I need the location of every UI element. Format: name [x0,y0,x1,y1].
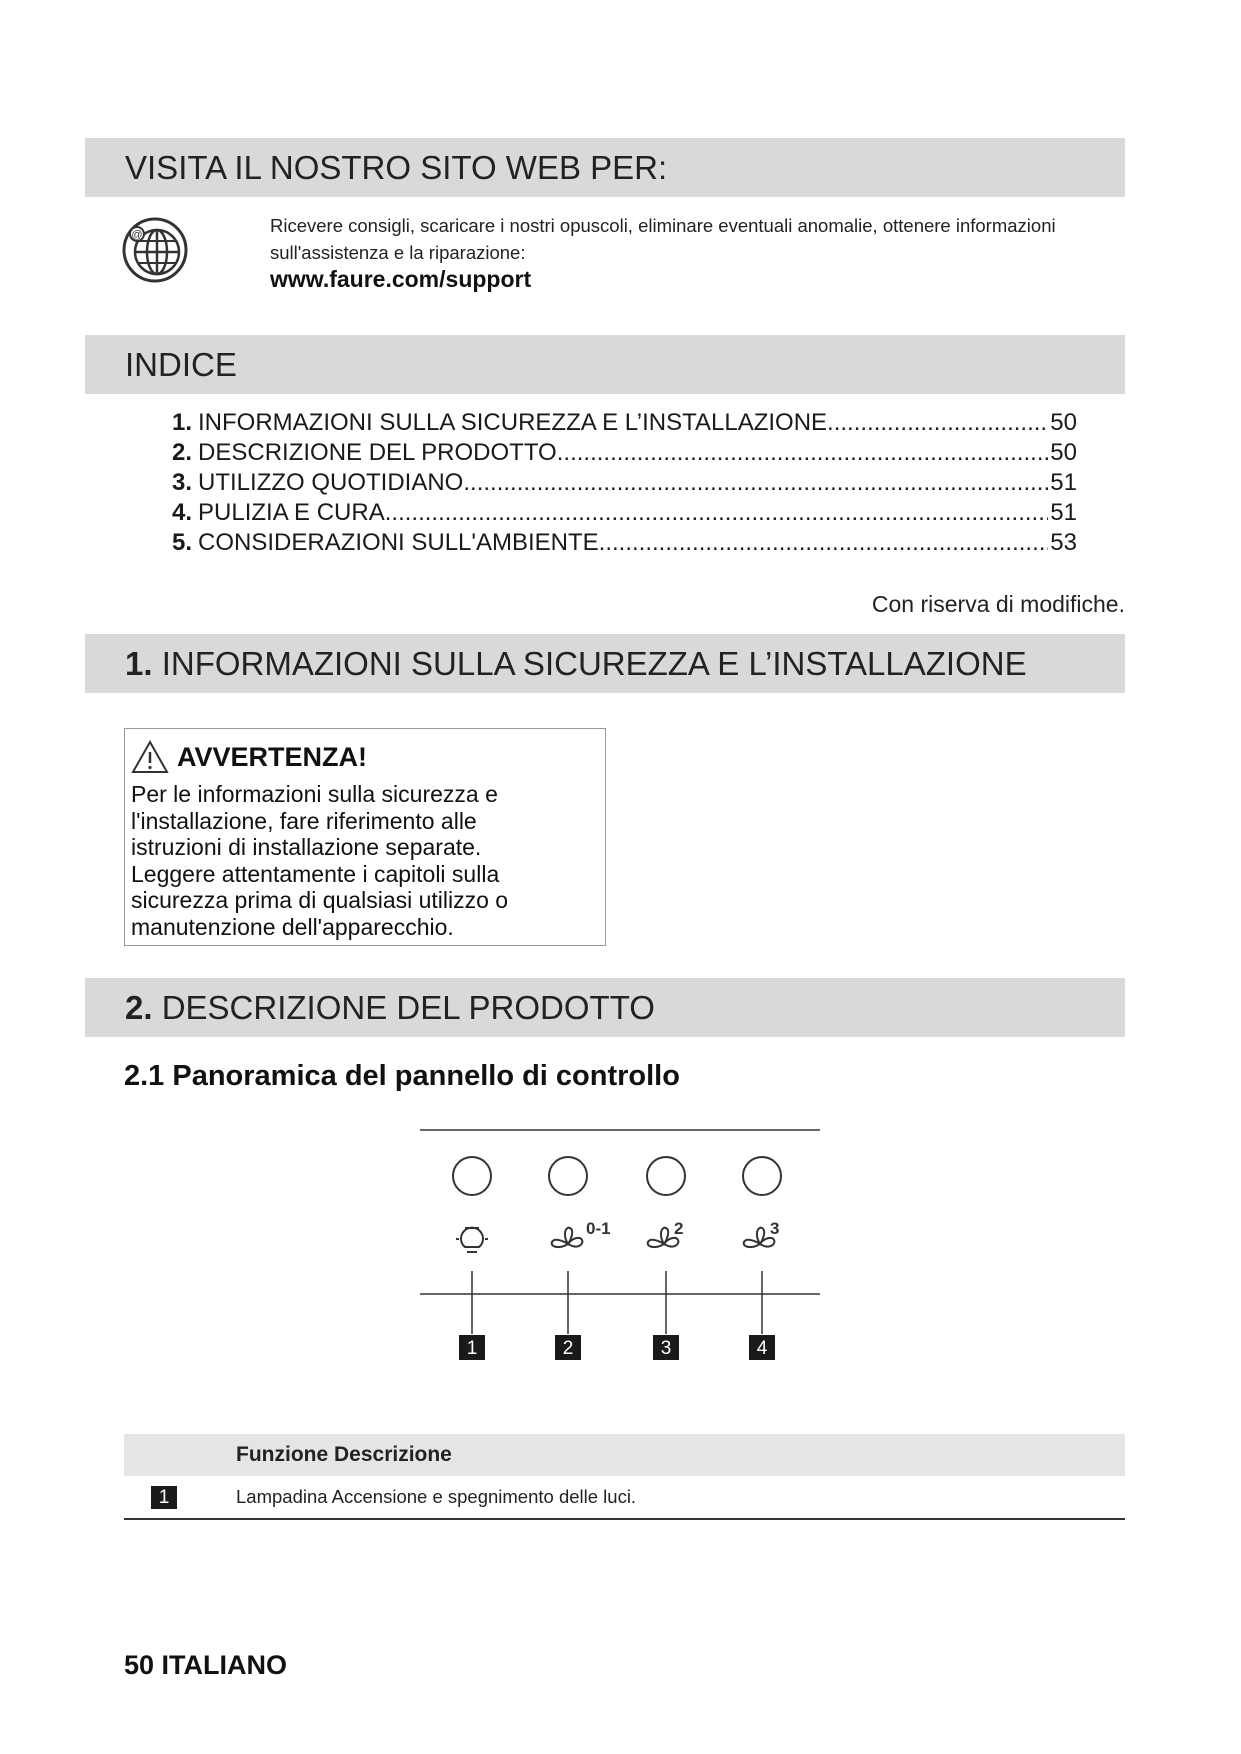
page-footer: 50 ITALIANO [124,1650,288,1680]
lamp-icon [456,1228,488,1252]
warning-triangle-icon [131,740,169,774]
section-number: 2. [125,989,153,1026]
section-bar-index [85,335,1125,394]
toc-page: 51 [1050,469,1077,496]
toc-number: 2. [172,439,193,466]
toc-label: INFORMAZIONI SULLA SICUREZZA E L’INSTALLAZIONE [198,409,828,436]
toc-entry[interactable] [172,438,1077,468]
globe-icon [120,215,190,285]
fan-speed-label: 3 [770,1219,780,1238]
fan-speed-1-button[interactable] [549,1157,587,1195]
toc-page: 50 [1050,409,1077,436]
warning-text [131,781,599,940]
warning-line: sicurezza prima di qualsiasi utilizzo o [131,887,509,913]
section-title-text: DESCRIZIONE DEL PRODOTTO [161,989,655,1026]
toc-entry[interactable] [172,468,1077,498]
warning-line: Leggere attentamente i capitoli sulla [131,860,500,887]
warning-box [124,728,606,946]
toc-number: 3. [172,469,193,496]
toc-label: UTILIZZO QUOTIDIANO [198,469,464,496]
toc-number: 5. [172,529,193,556]
toc-leader [599,528,1049,558]
table-header-label: Funzione Descrizione [236,1443,452,1466]
website-url-link[interactable]: www.faure.com/support [270,266,532,292]
control-panel-diagram [420,1126,820,1376]
section-number: 1. [125,645,153,682]
fan-speed-label: 0-1 [586,1219,611,1238]
warning-line: Per le informazioni sulla sicurezza e [131,781,498,807]
warning-header [131,737,599,777]
section-bar-website [85,138,1125,197]
warning-title: AVVERTENZA! [177,741,368,772]
fan-icon [552,1228,583,1247]
toc-entry[interactable] [172,408,1077,438]
toc-entry[interactable] [172,528,1077,558]
section-title-text: INFORMAZIONI SULLA SICUREZZA E L’INSTALLAZIONE [161,645,1027,682]
toc-leader [557,438,1049,468]
fan-speed-label: 2 [674,1219,684,1238]
toc-page: 53 [1050,529,1077,556]
section-bar-description [85,978,1125,1037]
row-number-badge: 1 [151,1486,177,1509]
callout-number: 4 [756,1338,768,1359]
section-title [125,978,655,1037]
section-title [125,634,1027,693]
toc-label: PULIZIA E CURA [198,499,385,526]
callout-number: 1 [466,1338,478,1359]
toc-label: CONSIDERAZIONI SULL'AMBIENTE [198,529,599,556]
fan-speed-2-button[interactable] [647,1157,685,1195]
toc-leader [385,498,1049,528]
callout-number: 3 [660,1338,672,1359]
warning-line: l'installazione, fare riferimento alle [131,807,477,834]
warning-line: istruzioni di installazione separate. [131,834,482,860]
row-description: Lampadina Accensione e spegnimento delle luci. [236,1486,637,1507]
section-title: VISITA IL NOSTRO SITO WEB PER: [125,149,668,186]
section-bar-safety [85,634,1125,693]
section-title: INDICE [125,346,237,383]
table-of-contents [172,408,1077,558]
toc-leader [827,408,1048,438]
toc-number: 4. [172,499,193,526]
table-row [124,1476,1125,1520]
toc-label: DESCRIZIONE DEL PRODOTTO [198,439,557,466]
toc-entry[interactable] [172,498,1077,528]
function-table-header [124,1434,1125,1476]
toc-number: 1. [172,409,193,436]
callout-number: 2 [562,1338,574,1359]
change-notice: Con riserva di modifiche. [871,591,1125,617]
subsection-title: 2.1 Panoramica del pannello di controllo [124,1060,680,1092]
toc-page: 51 [1050,499,1077,526]
fan-speed-3-button[interactable] [743,1157,781,1195]
warning-line: manutenzione dell'apparecchio. [131,913,454,940]
toc-page: 50 [1050,439,1077,466]
svg-text:@: @ [131,229,143,241]
website-description: Ricevere consigli, scaricare i nostri opuscoli, eliminare eventuali anomalie, ottenere informazioni sull'assistenza e la riparazione: [270,215,1056,263]
toc-leader [463,468,1048,498]
lamp-button[interactable] [453,1157,491,1195]
